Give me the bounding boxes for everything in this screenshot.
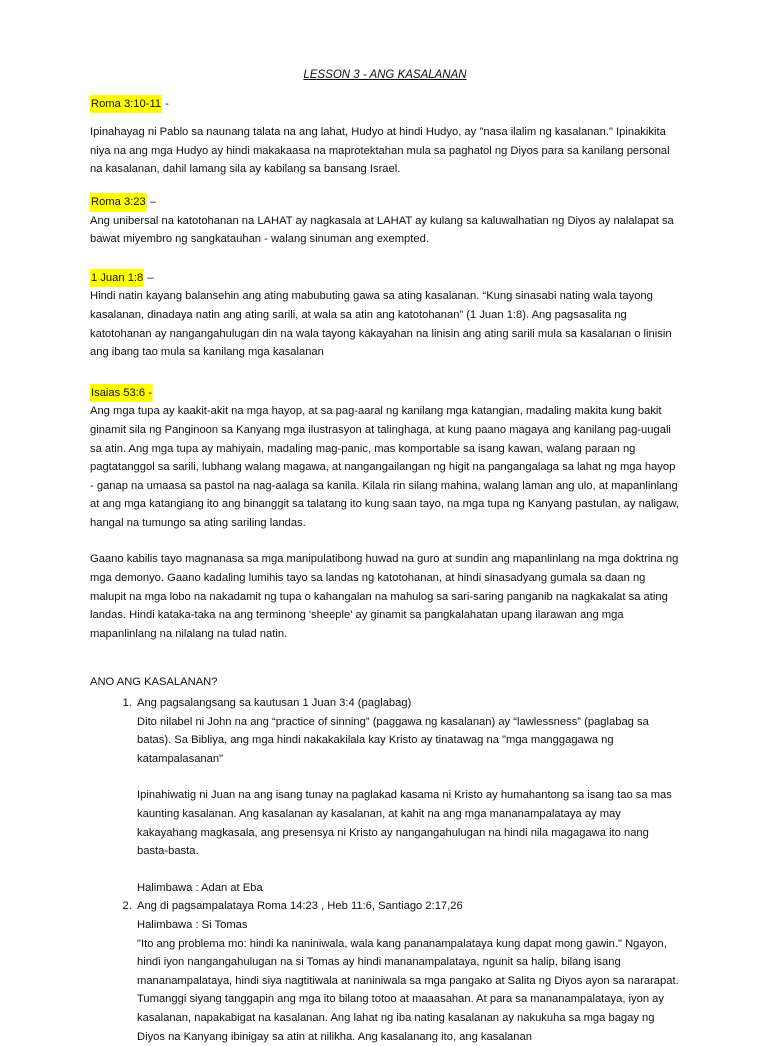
verse-reference: Roma 3:10-11 xyxy=(90,95,162,114)
section-text-continued: Gaano kabilis tayo magnanasa sa mga manipulatibong huwad na guro at sundin ang mapanlinlang na mga doktrina ng mga demonyo. Gaano kadaling lumihis tayo sa landas ng katotohanan, at hindi sinasadyang gumala sa daan ng malupit na mga lobo na nakadamit ng tupa o kahangalan na mahulog sa sari-saring panganib na nagkakalat sa ating landas. Hindi kataka-taka na ang terminong 'sheeple' ay ginamit sa pangkalahatan upang ilarawan ang mga mapanlinlang na nilalang na tulad natin. xyxy=(90,553,679,640)
verse-reference: 1 Juan 1:8 xyxy=(90,269,144,288)
section-text: Hindi natin kayang balansehin ang ating mabubuting gawa sa ating kasalanan. “Kung sinasabi nating wala tayong kasalanan, dinadaya natin ang ating sarili, at wala sa atin ang katotohanan” (1 Juan 1:8). Ang pagsasalita ng katotohanan ay nangangahulugan din na wala tayong kakayahan na linisin ang ating sarili mula sa kasalanan o linisin ang ibang tao mula sa kanilang mga kasalanan xyxy=(90,290,672,359)
list-item-paragraph: Ipinahiwatig ni Juan na ang isang tunay na paglakad kasama ni Kristo ay humahantong sa isang tao sa mas kaunting kasalanan. Ang kasalanan ay kasalanan, at kahit na ang mga mananampalataya ay may kakayahang magkasala, ang presensya ni Kristo ay nangangahulugan na hindi nila magagawa ito nang basta-basta. xyxy=(137,789,672,858)
section-text: Ang unibersal na katotohanan na LAHAT ay nagkasala at LAHAT ay kulang sa kaluwalhatian ng Diyos ay nalalapat sa bawat miyembro ng sangkatauhan - walang sinuman ang exempted. xyxy=(90,214,674,246)
question-heading: ANO ANG KASALANAN? xyxy=(90,676,218,689)
section-text: Ipinahayag ni Pablo sa naunang talata na ang lahat, Hudyo at hindi Hudyo, ay "nasa ilalim ng kasalanan." Ipinakikita niya na ang mga Hudyo ay hindi makakaasa na maprotektahan mula sa paghatol ng Diyos para sa kanilang personal na kasalanan, dahil lamang sila ay kabilang sa bansang Israel. xyxy=(90,126,670,176)
section-text: Ang mga tupa ay kaakit-akit na mga hayop, at sa pag-aaral ng kanilang mga katangian, madaling makita kung bakit ginamit sila ng Panginoon sa Kanyang mga ilustrasyon at talinghaga, at kung paano magaya ang kanilang pag-uugali sa atin. Ang mga tupa ay mahiyain, madaling mag-panic, mas komportable sa isang kawan, walang paraan ng pagtatanggol sa sarili, lubhang walang magawa, at nangangailangan ng higit na pangangalaga sa lahat ng mga hayop - ganap na umaasa sa pastol na nag-aalaga sa kanila. Kilala rin silang mahina, walang laman ang ulo, at mapanlinlang at ang mga katangiang ito ang binanggit sa talatang ito kung saan tayo, na mga tupa ng Kanyang pastulan, ay naligaw, hangal na tumungo sa ating sariling landas. xyxy=(90,405,680,529)
list-item-example: Halimbawa : Adan at Eba xyxy=(137,881,263,894)
list-item-heading: 2. Ang di pagsampalataya Roma 14:23 , Heb 11:6, Santiago 2:17,26 xyxy=(137,900,463,913)
verse-reference: Roma 3:23 xyxy=(90,193,147,212)
section-roma-3-23 xyxy=(90,193,680,249)
list-item xyxy=(135,694,680,897)
section-1-juan-1-8 xyxy=(90,269,680,362)
verse-suffix: – xyxy=(144,271,154,284)
page-title: LESSON 3 - ANG KASALANAN xyxy=(303,69,467,81)
section-roma-3-10 xyxy=(90,95,680,179)
verse-suffix: – xyxy=(146,195,157,208)
section-isaias-53-6 xyxy=(90,384,680,644)
list-item-example: Halimbawa : Si Tomas xyxy=(137,918,248,931)
verse-suffix: - xyxy=(162,97,169,110)
verse-reference: Isaias 53:6 - xyxy=(90,384,153,403)
list-item-paragraph: Dito nilabel ni John na ang “practice of sinning” (paggawa ng kasalanan) ay “lawlessness” (paglabag sa batas). Sa Bibliya, ang mga hindi nakakakilala kay Kristo ay tinatawag na "mga manggagawa ng katampalasanan" xyxy=(137,715,649,765)
list-item-paragraph: "Ito ang problema mo: hindi ka naniniwala, wala kang pananampalataya kung dapat mong gawin." Ngayon, hindi iyon nangangahulugan na si Tomas ay hindi mananampalataya, ngunit sa halip, bilang isang mananampalataya, hindi siya nagtitiwala at naniniwala sa mga pangako at Salita ng Diyos ayon sa nararapat. Tumanggi siyang tanggapin ang mga ito bilang totoo at maaasahan. At para sa mananampalataya, iyon ay kasalanan, napakabigat na kasalanan. Ang lahat ng iba nating kasalanan ay nakukuha sa mga bagay ng Diyos na Kanyang ibinigay sa atin at nilikha. Ang kasalanang ito, ang kasalanan xyxy=(137,937,679,1043)
question-list xyxy=(90,694,680,1046)
list-item-heading: 1. Ang pagsalangsang sa kautusan 1 Juan 3:4 (paglabag) xyxy=(137,697,412,710)
